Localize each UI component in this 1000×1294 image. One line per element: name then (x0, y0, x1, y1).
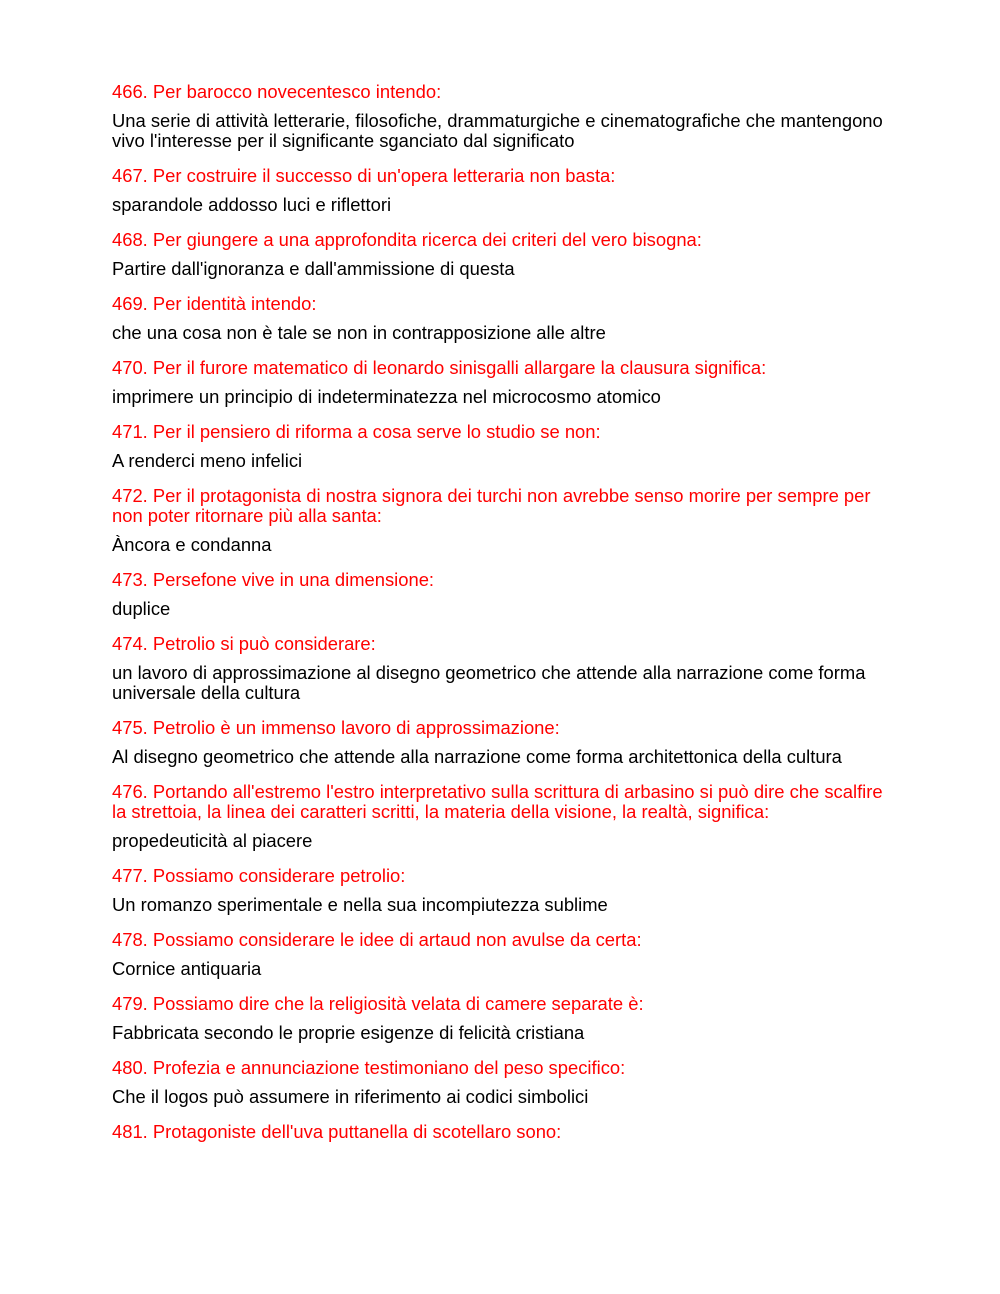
question-text: 476. Portando all'estremo l'estro interpretativo sulla scrittura di arbasino si può dire che scalfire la strettoia, la linea dei caratteri scritti, la materia della visione, la realtà, significa: (112, 781, 883, 822)
question-text: 475. Petrolio è un immenso lavoro di approssimazione: (112, 717, 560, 738)
qa-item-474 (112, 634, 902, 703)
qa-item-467 (112, 166, 902, 215)
answer-text: Fabbricata secondo le proprie esigenze di felicità cristiana (112, 1022, 585, 1043)
qa-item-476 (112, 782, 902, 851)
answer-text: A renderci meno infelici (112, 450, 303, 471)
qa-item-479 (112, 994, 902, 1043)
qa-item-466 (112, 82, 902, 151)
question-text: 480. Profezia e annunciazione testimoniano del peso specifico: (112, 1057, 626, 1078)
answer-text: propedeuticità al piacere (112, 830, 313, 851)
question-text: 477. Possiamo considerare petrolio: (112, 865, 406, 886)
question-text: 474. Petrolio si può considerare: (112, 633, 376, 654)
answer-text: Àncora e condanna (112, 534, 272, 555)
question-text: 467. Per costruire il successo di un'opera letteraria non basta: (112, 165, 616, 186)
question-text: 473. Persefone vive in una dimensione: (112, 569, 435, 590)
qa-item-481 (112, 1122, 902, 1142)
qa-item-480 (112, 1058, 902, 1107)
qa-item-472 (112, 486, 902, 555)
question-text: 469. Per identità intendo: (112, 293, 317, 314)
qa-item-477 (112, 866, 902, 915)
document-page (112, 82, 902, 1151)
qa-item-478 (112, 930, 902, 979)
question-text: 472. Per il protagonista di nostra signora dei turchi non avrebbe senso morire per sempre per non poter ritornare più alla santa: (112, 485, 871, 526)
answer-text: che una cosa non è tale se non in contrapposizione alle altre (112, 322, 606, 343)
question-text: 478. Possiamo considerare le idee di artaud non avulse da certa: (112, 929, 642, 950)
answer-text: sparandole addosso luci e riflettori (112, 194, 392, 215)
answer-text: Cornice antiquaria (112, 958, 262, 979)
question-text: 479. Possiamo dire che la religiosità velata di camere separate è: (112, 993, 644, 1014)
answer-text: duplice (112, 598, 171, 619)
answer-text: Partire dall'ignoranza e dall'ammissione di questa (112, 258, 515, 279)
answer-text: imprimere un principio di indeterminatezza nel microcosmo atomico (112, 386, 661, 407)
question-text: 468. Per giungere a una approfondita ricerca dei criteri del vero bisogna: (112, 229, 702, 250)
qa-item-470 (112, 358, 902, 407)
answer-text: Una serie di attività letterarie, filosofiche, drammaturgiche e cinematografiche che mantengono vivo l'interesse per il significante sganciato dal significato (112, 110, 883, 151)
answer-text: Al disegno geometrico che attende alla narrazione come forma architettonica della cultura (112, 746, 842, 767)
question-text: 471. Per il pensiero di riforma a cosa serve lo studio se non: (112, 421, 601, 442)
qa-item-473 (112, 570, 902, 619)
answer-text: Un romanzo sperimentale e nella sua incompiutezza sublime (112, 894, 608, 915)
question-text: 470. Per il furore matematico di leonardo sinisgalli allargare la clausura significa: (112, 357, 767, 378)
question-text: 481. Protagoniste dell'uva puttanella di scotellaro sono: (112, 1121, 562, 1142)
qa-item-475 (112, 718, 902, 767)
qa-item-469 (112, 294, 902, 343)
answer-text: un lavoro di approssimazione al disegno geometrico che attende alla narrazione come forma universale della cultura (112, 662, 866, 703)
qa-item-468 (112, 230, 902, 279)
question-text: 466. Per barocco novecentesco intendo: (112, 81, 442, 102)
answer-text: Che il logos può assumere in riferimento ai codici simbolici (112, 1086, 589, 1107)
qa-item-471 (112, 422, 902, 471)
